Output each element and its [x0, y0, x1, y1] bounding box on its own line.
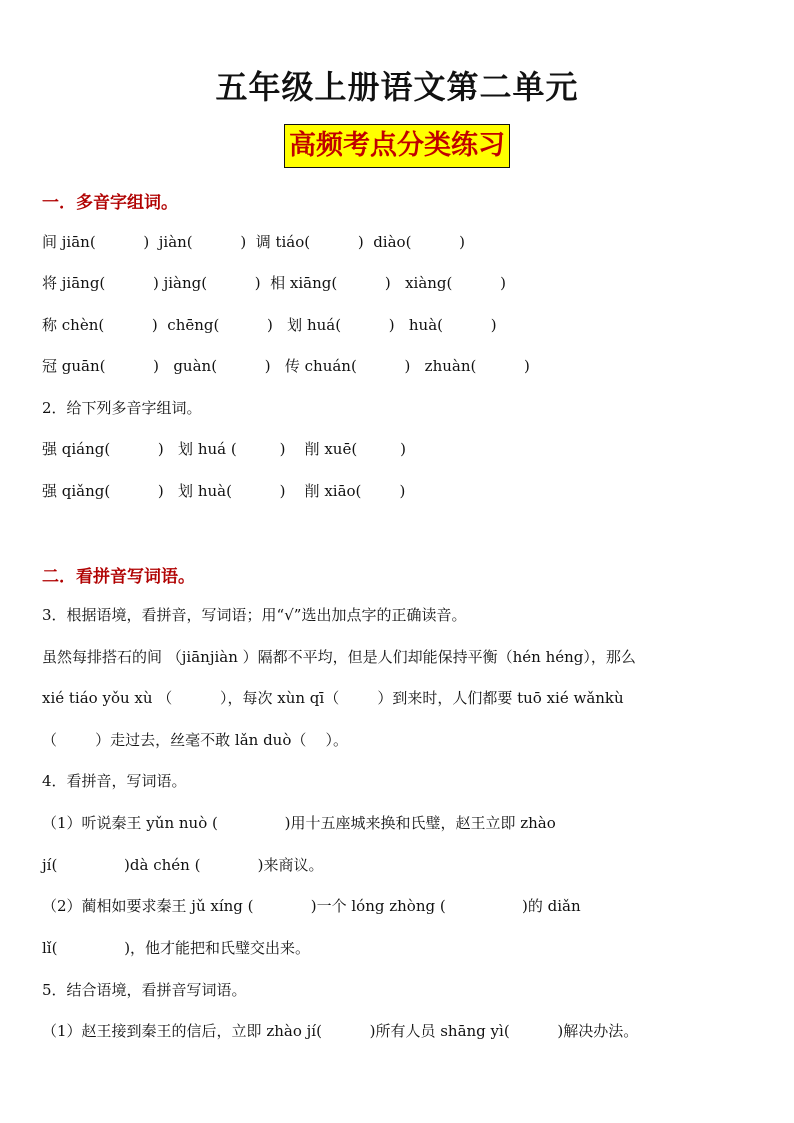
q4-line-1: （1）听说秦王 yǔn nuò ( )用十五座城来换和氏璧，赵王立即 zhào	[42, 814, 556, 832]
q5-line-1: （1）赵王接到秦王的信后，立即 zhào jí( )所有人员 shāng yì( )解决办法。	[42, 1022, 639, 1040]
polyphone-row-4: 冠 guān( ) guàn( ) 传 chuán( ) zhuàn( )	[42, 357, 530, 375]
polyphone-row-1: 间 jiān( ) jiàn( ) 调 tiáo( ) diào( )	[42, 233, 465, 251]
polyphone-row-2: 将 jiāng( ) jiàng( ) 相 xiāng( ) xiàng( )	[42, 274, 506, 292]
q4-line-4: lǐ( )，他才能把和氏璧交出来。	[42, 939, 311, 957]
q4-line-2: jí( )dà chén ( )来商议。	[42, 856, 324, 874]
page-title: 五年级上册语文第二单元	[215, 68, 579, 106]
q4-line-3: （2）蔺相如要求秦王 jǔ xíng ( )一个 lóng zhòng ( )的 diǎn	[42, 897, 581, 915]
polyphone-row-3: 称 chèn( ) chēng( ) 划 huá( ) huà( )	[42, 316, 497, 334]
question-3: 3．根据语境，看拼音，写词语；用“√”选出加点字的正确读音。	[42, 606, 467, 624]
subtitle: 高频考点分类练习	[284, 124, 510, 168]
q3-line-1: 虽然每排搭石的间 （jiānjiàn ）隔都不平均，但是人们却能保持平衡（hén héng），那么	[42, 648, 636, 666]
subtitle-box	[0, 124, 794, 168]
question-5: 5．结合语境，看拼音写词语。	[42, 981, 247, 999]
section-heading-1: 一．多音字组词。	[42, 193, 178, 213]
question-4: 4．看拼音，写词语。	[42, 772, 187, 790]
q3-line-3: （ ）走过去，丝毫不敢 lǎn duò（ ）。	[42, 731, 348, 749]
section-heading-2: 二．看拼音写词语。	[42, 567, 195, 587]
q2-row-1: 强 qiáng( ) 划 huá ( ) 削 xuē( )	[42, 440, 406, 458]
q3-line-2: xié tiáo yǒu xù （ ），每次 xùn qī（ ）到来时，人们都要 tuō xié wǎnkù	[42, 689, 624, 707]
q2-row-2: 强 qiǎng( ) 划 huà( ) 削 xiāo( )	[42, 482, 406, 500]
question-2: 2．给下列多音字组词。	[42, 399, 202, 417]
